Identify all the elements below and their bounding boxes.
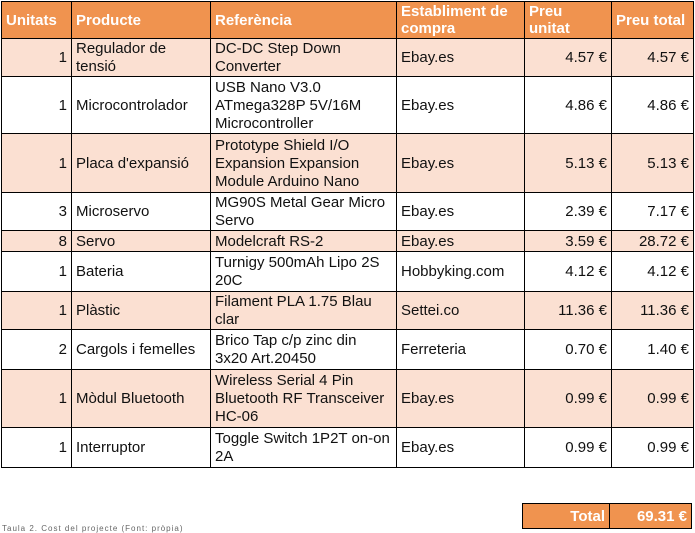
cell-store: Ferreteria xyxy=(397,330,525,370)
cell-quantity: 1 xyxy=(2,134,72,193)
cell-product: Microservo xyxy=(72,193,211,231)
table-row xyxy=(2,193,694,231)
cell-reference: Brico Tap c/p zinc din 3x20 Art.20450 xyxy=(211,330,397,370)
table-row xyxy=(2,231,694,252)
table-caption: Taula 2. Cost del projecte (Font: pròpia) xyxy=(2,524,184,533)
table-row xyxy=(2,370,694,428)
cell-reference: MG90S Metal Gear Micro Servo xyxy=(211,193,397,231)
cell-reference: Turnigy 500mAh Lipo 2S 20C xyxy=(211,252,397,292)
cell-store: Ebay.es xyxy=(397,77,525,134)
cell-store: Hobbyking.com xyxy=(397,252,525,292)
cell-store: Settei.co xyxy=(397,292,525,330)
cell-total-price: 4.86 € xyxy=(612,77,694,134)
cell-unit-price: 11.36 € xyxy=(525,292,612,330)
cell-reference: Wireless Serial 4 Pin Bluetooth RF Transceiver HC-06 xyxy=(211,370,397,428)
cell-reference: Prototype Shield I/O Expansion Expansion Module Arduino Nano xyxy=(211,134,397,193)
cell-total-price: 7.17 € xyxy=(612,193,694,231)
cell-quantity: 1 xyxy=(2,252,72,292)
cell-reference: USB Nano V3.0 ATmega328P 5V/16M Microcontroller xyxy=(211,77,397,134)
cell-unit-price: 4.12 € xyxy=(525,252,612,292)
cell-total-price: 0.99 € xyxy=(612,428,694,468)
table-header-row xyxy=(2,2,694,39)
cell-total-price: 0.99 € xyxy=(612,370,694,428)
header-unit-price: Preu unitat xyxy=(525,2,612,39)
cell-store: Ebay.es xyxy=(397,370,525,428)
cell-reference: Modelcraft RS-2 xyxy=(211,231,397,252)
cell-total-price: 5.13 € xyxy=(612,134,694,193)
header-quantity: Unitats xyxy=(2,2,72,39)
cell-unit-price: 0.99 € xyxy=(525,370,612,428)
cell-unit-price: 3.59 € xyxy=(525,231,612,252)
cell-unit-price: 0.99 € xyxy=(525,428,612,468)
cell-store: Ebay.es xyxy=(397,134,525,193)
cell-product: Microcontrolador xyxy=(72,77,211,134)
header-store: Establiment de compra xyxy=(397,2,525,39)
cell-reference: Filament PLA 1.75 Blau clar xyxy=(211,292,397,330)
cell-quantity: 1 xyxy=(2,292,72,330)
cell-product: Cargols i femelles xyxy=(72,330,211,370)
cell-unit-price: 4.57 € xyxy=(525,39,612,77)
table-row xyxy=(2,428,694,468)
cell-unit-price: 2.39 € xyxy=(525,193,612,231)
cell-store: Ebay.es xyxy=(397,193,525,231)
table-row xyxy=(2,252,694,292)
cell-quantity: 2 xyxy=(2,330,72,370)
cell-quantity: 1 xyxy=(2,77,72,134)
table-row xyxy=(2,134,694,193)
header-product: Producte xyxy=(72,2,211,39)
cell-product: Regulador de tensió xyxy=(72,39,211,77)
cell-reference: Toggle Switch 1P2T on-on 2A xyxy=(211,428,397,468)
cell-quantity: 3 xyxy=(2,193,72,231)
table-row xyxy=(2,292,694,330)
total-summary xyxy=(522,503,692,529)
cell-total-price: 1.40 € xyxy=(612,330,694,370)
cell-quantity: 1 xyxy=(2,370,72,428)
cell-unit-price: 0.70 € xyxy=(525,330,612,370)
table-row xyxy=(2,39,694,77)
cell-unit-price: 4.86 € xyxy=(525,77,612,134)
table-row xyxy=(2,77,694,134)
cell-total-price: 28.72 € xyxy=(612,231,694,252)
cell-store: Ebay.es xyxy=(397,428,525,468)
cell-store: Ebay.es xyxy=(397,39,525,77)
cell-product: Bateria xyxy=(72,252,211,292)
cell-quantity: 8 xyxy=(2,231,72,252)
total-value: 69.31 € xyxy=(610,504,692,529)
cell-quantity: 1 xyxy=(2,428,72,468)
cell-quantity: 1 xyxy=(2,39,72,77)
cell-product: Mòdul Bluetooth xyxy=(72,370,211,428)
total-label: Total xyxy=(523,504,610,529)
budget-table xyxy=(1,1,694,468)
cell-reference: DC-DC Step Down Converter xyxy=(211,39,397,77)
cell-total-price: 4.12 € xyxy=(612,252,694,292)
cell-store: Ebay.es xyxy=(397,231,525,252)
cell-total-price: 4.57 € xyxy=(612,39,694,77)
header-total-price: Preu total xyxy=(612,2,694,39)
cell-unit-price: 5.13 € xyxy=(525,134,612,193)
table-row xyxy=(2,330,694,370)
cell-product: Servo xyxy=(72,231,211,252)
header-reference: Referència xyxy=(211,2,397,39)
cell-product: Placa d'expansió xyxy=(72,134,211,193)
cell-total-price: 11.36 € xyxy=(612,292,694,330)
cell-product: Interruptor xyxy=(72,428,211,468)
cell-product: Plàstic xyxy=(72,292,211,330)
